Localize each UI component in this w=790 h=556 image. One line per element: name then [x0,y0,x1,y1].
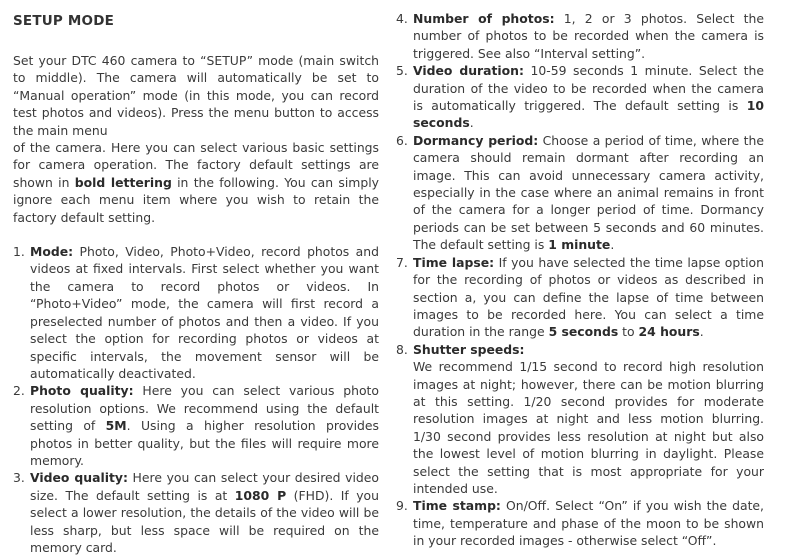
item-default-value: 10 seconds [413,98,764,131]
item-body-end: . [699,324,704,340]
item-number: 1. [13,244,25,260]
intro-text-c: in the following. You can simply ignore each menu item where you wish to retain the factory default setting. [13,174,379,225]
item-number: 3. [13,470,25,486]
item-body: If you have selected the time lapse option for the recording of photos or videos as described in section a, you can define the lapse of time between images to be recorded here. You can select a time duration in the range [413,254,764,340]
item-label: Video quality: [30,470,128,486]
item-default-value: 1 minute [548,237,611,253]
intro-text-a: of the camera. Here you can select various basic settings for camera operation. The factory default settings are shown in [13,140,379,190]
item-text [30,469,379,556]
item-body: Here you can select various photo resolution options. We recommend using the default setting of [30,383,379,434]
item-range-max: 24 hours [638,324,700,340]
list-item-dormancy-period [396,132,764,254]
item-text [413,497,764,549]
item-body-mid: to [618,324,639,340]
intro-paragraph-2 [13,139,379,226]
item-label: Shutter speeds: [413,341,525,357]
item-default-value: 1080 P [234,487,287,503]
item-body: 1, 2 or 3 photos. Select the number of photos to be recorded when the camera is triggered. See also “Interval setting”. [413,11,764,61]
list-item-video-quality [13,469,379,556]
item-label: Video duration: [413,63,524,79]
item-body: We recommend 1/15 second to record high resolution images at night; however, there can be motion blurring at this setting. 1/20 second provides for moderate resolution images at night and less motion blurring. 1/30 second provides less resolution at night but also the lowest level of motion blurring in daylight. Please select the setting that is most appropriate for your intended use. [413,359,764,496]
item-number: 4. [396,11,408,26]
item-body: Choose a period of time, where the camera should remain dormant after recording an image. This can avoid unnecessary camera activity, especially in the case where an animal remains in front of the camera for a longer period of time. Dormancy periods can be set between 5 seconds and 60 minutes. The default setting is [413,132,764,253]
item-text [30,382,379,469]
item-text [413,62,764,132]
item-body: On/Off. Select “On” if you wish the date, time, temperature and phase of the moon to be shown in your recorded images - otherwise select “Off”. [413,498,764,549]
item-label: Dormancy period: [413,132,539,148]
item-default-value: 5M [105,418,127,434]
list-item-time-lapse [396,254,764,341]
list-item-shutter-speeds [396,341,764,498]
item-text [413,254,764,341]
item-body-end: (FHD). If you select a lower resolution, the details of the video will be less sharp, but less space will be required on the memory card. [30,487,379,555]
item-text [30,243,379,382]
item-label: Number of photos: [413,11,555,26]
list-item-time-stamp [396,497,764,549]
item-number: 8. [396,341,408,357]
item-text [413,341,764,498]
item-body: Photo, Video, Photo+Video, record photos and videos at fixed intervals. First select whether you want the camera to record photos or videos. In “Photo+Video” mode, the camera will first record a preselected number of photos and then a video. If you select the option for recording photos or videos at specific intervals, the movement sensor will be automatically deactivated. [30,244,379,381]
settings-list-left [13,243,379,556]
item-label: Time lapse: [413,254,495,270]
item-body: Here you can select your desired video size. The default setting is at [30,470,379,503]
item-text [413,10,764,62]
item-body: 10-59 seconds 1 minute. Select the duration of the video to be recorded when the camera is automatically triggered. The default setting is [413,63,764,114]
item-number: 9. [396,498,408,514]
left-column [13,10,379,556]
item-number: 6. [396,132,408,148]
list-item-photo-quality [13,382,379,469]
item-body-end: . [469,115,474,131]
list-item-number-of-photos [396,10,764,62]
list-item-video-duration [396,62,764,132]
item-range-min: 5 seconds [548,324,619,340]
list-item-mode [13,243,379,382]
intro-paragraph-1: Set your DTC 460 camera to “SETUP” mode (main switch to middle). The camera will automatically be set to “Manual operation” mode (in this mode, you can record test photos and videos). Press the menu button to access the main menu [13,53,379,138]
settings-list-right [396,10,764,550]
item-number: 2. [13,383,25,399]
item-label: Time stamp: [413,498,501,514]
item-body-end: . Using a higher resolution provides photos in better quality, but the files will require more memory. [30,418,379,468]
intro-bold-lettering: bold lettering [74,174,172,190]
item-body-end: . [610,237,615,253]
right-column [396,10,764,550]
item-number: 5. [396,63,408,79]
item-text [413,132,764,254]
item-label: Mode: [30,244,74,260]
item-label: Photo quality: [30,383,134,399]
section-heading: SETUP MODE [13,13,115,29]
item-number: 7. [396,254,408,270]
